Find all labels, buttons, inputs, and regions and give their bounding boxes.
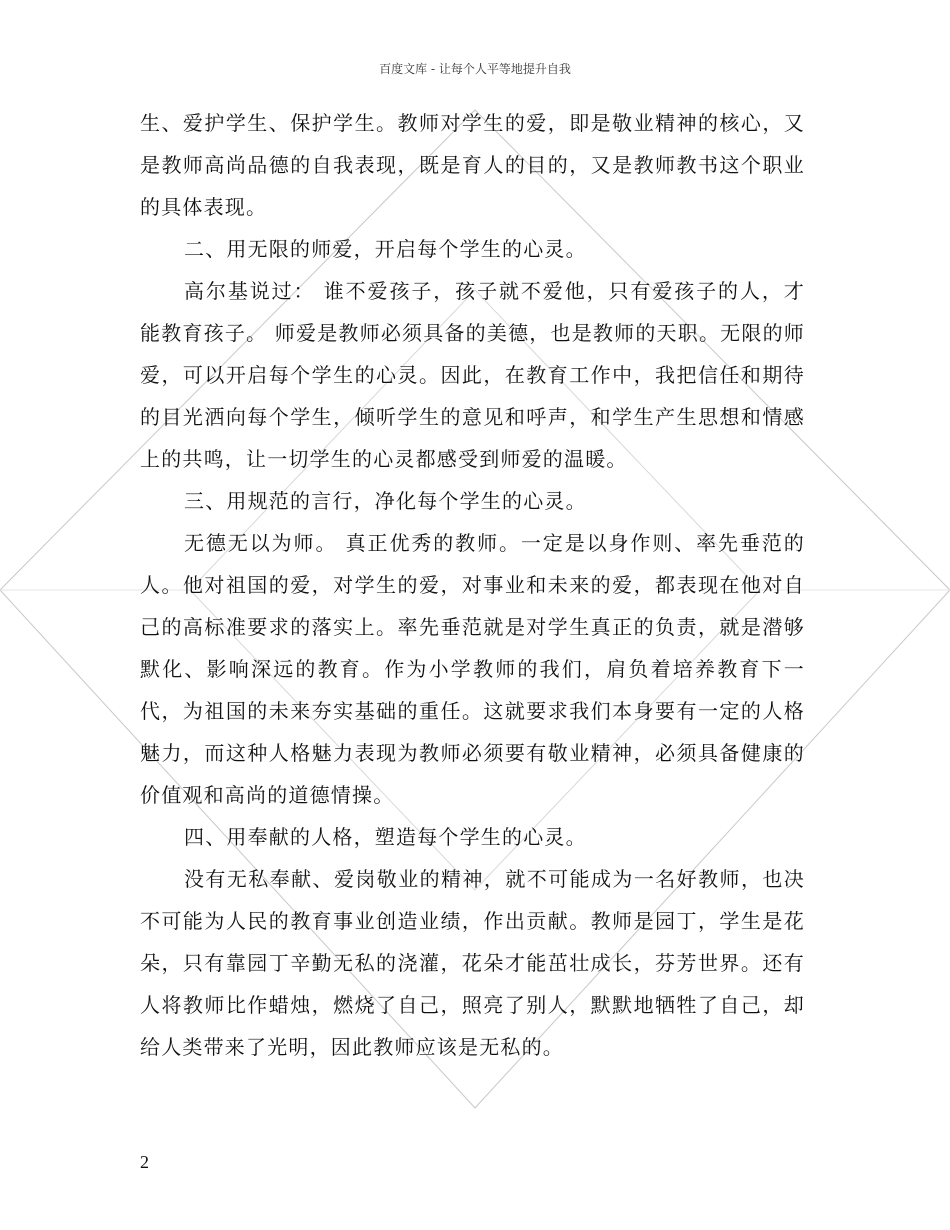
document-body (140, 102, 805, 1068)
paragraph: 生、爱护学生、保护学生。教师对学生的爱，即是敬业精神的核心，又是教师高尚品德的自我表现，既是育人的目的，又是教师教书这个职业的具体表现。 (140, 111, 805, 219)
section-heading: 四、用奉献的人格，塑造每个学生的心灵。 (184, 825, 587, 849)
page-number: 2 (140, 1152, 149, 1172)
page-header: 百度文库 - 让每个人平等地提升自我 (379, 62, 571, 76)
section-heading: 三、用规范的言行，净化每个学生的心灵。 (184, 489, 587, 513)
paragraph: 无德无以为师。 真正优秀的教师。一定是以身作则、率先垂范的人。他对祖国的爱，对学生的爱，对事业和未来的爱，都表现在他对自己的高标准要求的落实上。率先垂范就是对学生真正的负责，就是潜够默化、影响深远的教育。作为小学教师的我们，肩负着培养教育下一代，为祖国的未来夯实基础的重任。这就要求我们本身要有一定的人格魅力，而这种人格魅力表现为教师必须要有敬业精神，必须具备健康的价值观和高尚的道德情操。 (140, 531, 805, 807)
section-heading: 二、用无限的师爱，开启每个学生的心灵。 (184, 237, 587, 261)
paragraph: 没有无私奉献、爱岗敬业的精神，就不可能成为一名好教师，也决不可能为人民的教育事业创造业绩，作出贡献。教师是园丁，学生是花朵，只有靠园丁辛勤无私的浇灌，花朵才能茁壮成长，芬芳世界。还有人将教师比作蜡烛，燃烧了自己，照亮了别人，默默地牺牲了自己，却给人类带来了光明，因此教师应该是无私的。 (140, 867, 805, 1059)
paragraph: 高尔基说过： 谁不爱孩子，孩子就不爱他，只有爱孩子的人，才能教育孩子。 师爱是教师必须具备的美德，也是教师的天职。无限的师爱，可以开启每个学生的心灵。因此，在教育工作中，我把信任和期待的目光洒向每个学生，倾听学生的意见和呼声，和学生产生思想和情感上的共鸣，让一切学生的心灵都感受到师爱的温暖。 (140, 279, 805, 471)
